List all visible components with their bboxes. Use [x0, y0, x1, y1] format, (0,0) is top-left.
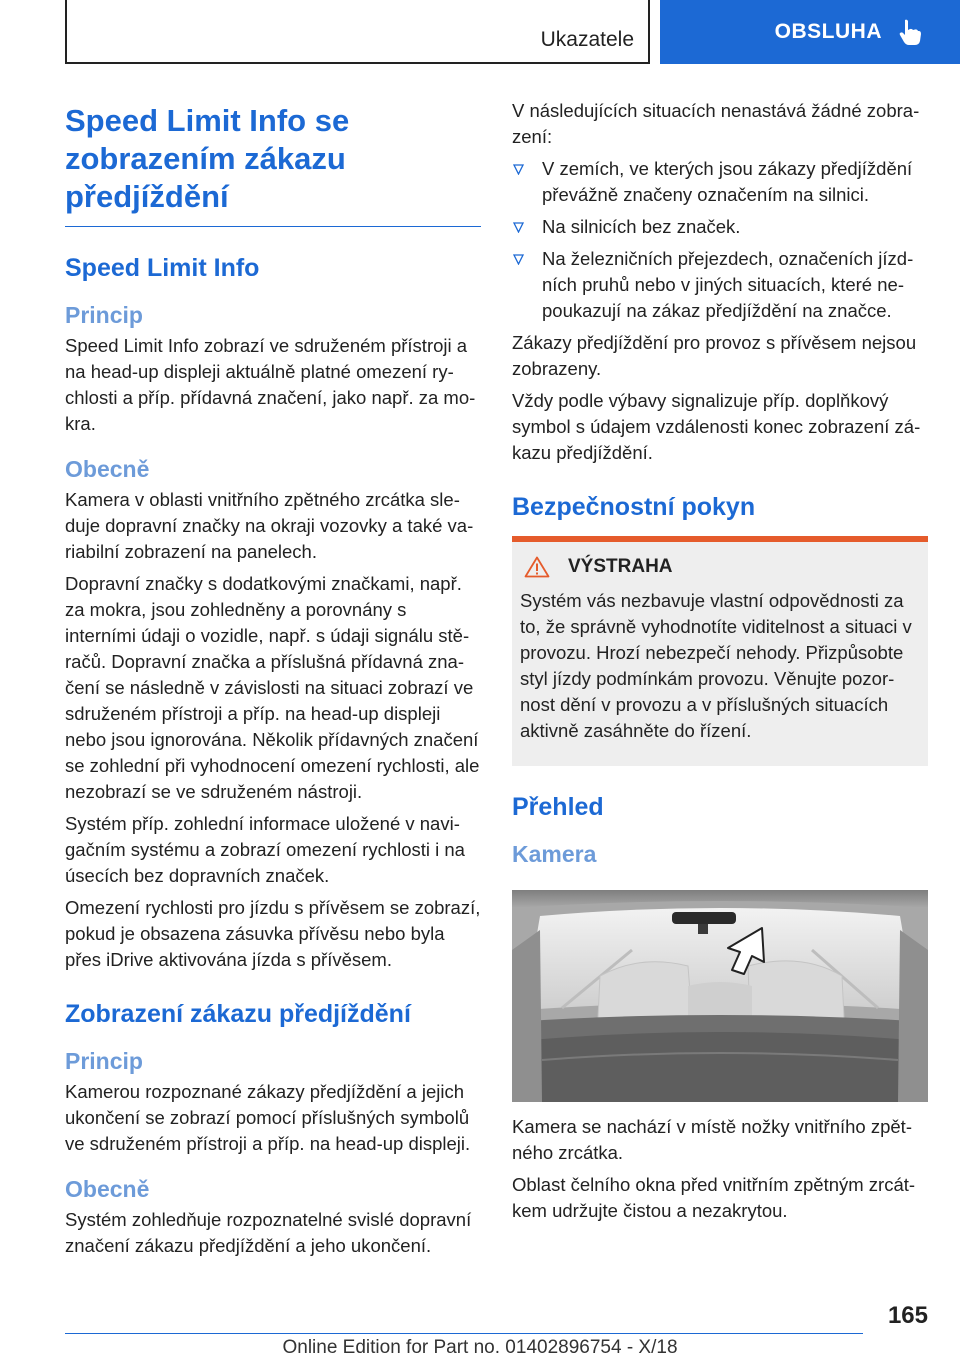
heading-overview: Přehled [512, 793, 604, 821]
list-item [512, 214, 928, 240]
pointing-hand-icon [898, 18, 922, 46]
list-item-text: V zemích, ve kterých jsou zákazy předjíždění převážně značeny označením na silnici. [542, 158, 913, 205]
header-frame [65, 0, 650, 64]
triangle-bullet-icon [513, 254, 524, 265]
paragraph-obecne-4: Omezení rychlosti pro jízdu s přívěsem se zobrazí, pokud je obsazena zásuvka přívěsu nebo byla přes iDrive aktivována jízda s přívěsem. [65, 897, 481, 970]
left-column [65, 98, 481, 1259]
paragraph-trailer: Zákazy předjíždění pro provoz s přívěsem nejsou zobrazeny. [512, 332, 917, 379]
paragraph-no-display-intro: V následujících situacích nenastává žádné zobrazení: [512, 100, 920, 147]
paragraph-princip: Speed Limit Info zobrazí ve sdruženém přístroji a na head-up displeji aktuálně platné omezení rychlosti a příp. přídavná značení, jako např. za mokra. [65, 335, 476, 434]
heading-zakaz-predjizdeni: Zobrazení zákazu předjíždění [65, 1000, 411, 1028]
paragraph-obecne-1: Kamera v oblasti vnitřního zpětného zrcátka sleduje dopravní značky na okraji vozovky a také variabilní zobrazení na panelech. [65, 489, 474, 562]
list-item [512, 246, 928, 324]
subheading-princip: Princip [65, 302, 143, 328]
heading-safety-note: Bezpečnostní pokyn [512, 493, 756, 521]
footer-divider [65, 1333, 863, 1334]
paragraph-obecne-3: Systém příp. zohlední informace uložené v navigačním systému a zobrazí omezení rychlosti i na úsecích bez dopravních značek. [65, 813, 465, 886]
subheading-princip-2: Princip [65, 1048, 143, 1074]
chapter-title: Speed Limit Info se zobrazením zákazu předjíždění [65, 103, 350, 214]
subheading-obecne: Obecně [65, 456, 150, 482]
header-tab-obsluha [660, 0, 960, 64]
list-item-text: Na železničních přejezdech, označeních jízdních pruhů nebo v jiných situacích, které nepoukazují na zákaz předjíždění na značce. [542, 248, 914, 321]
page-number: 165 [887, 1302, 928, 1329]
paragraph-camera-clean: Oblast čelního okna před vnitřním zpětným zrcátkem udržujte čistou a nezakrytou. [512, 1174, 916, 1221]
warning-text: Systém vás nezbavuje vlastní odpovědnosti za to, že správně vyhodnotíte viditelnost a situaci v provozu. Hrozí nebezpečí nehody. Přizpůsobte styl jízdy podmínkám provozu. Věnujte pozornost dění v provozu a v příslušných situacích aktivně zasáhněte do řízení. [520, 590, 912, 741]
subheading-camera: Kamera [512, 841, 597, 867]
warning-title: VÝSTRAHA [568, 556, 673, 577]
triangle-bullet-icon [513, 222, 524, 233]
triangle-bullet-icon [513, 164, 524, 175]
header-section-label: Ukazatele [540, 28, 634, 51]
title-divider [65, 226, 481, 227]
paragraph-obecne-2-text: Systém zohledňuje rozpoznatelné svislé dopravní značení zákazu předjíždění a jeho ukončení. [65, 1209, 472, 1256]
paragraph-symbol: Vždy podle výbavy signalizuje příp. doplňkový symbol s údajem vzdálenosti konec zobrazení zákazu předjíždění. [512, 390, 921, 463]
header-tab-label: OBSLUHA [774, 20, 882, 43]
paragraph-obecne-2: Dopravní značky s dodatkovými značkami, např. za mokra, jsou zohledněny a porovnány s interními údaji o vozidle, např. s údaji signálu stěračů. Dopravní značka a příslušná přídavná značení se následně v závislosti na situaci zobrazí ve sdruženém přístroji a příp. na head-up displeji nebo jsou ignorována. Několik přídavných značení se zohlední při vyhodnocení omezení rychlosti, ale nezobrazí se ve sdruženém nástroji. [65, 573, 480, 802]
list-item [512, 156, 928, 208]
heading-speed-limit-info: Speed Limit Info [65, 254, 260, 282]
warning-header [520, 554, 920, 580]
warning-triangle-icon [524, 556, 550, 578]
no-display-list [512, 156, 928, 324]
subheading-obecne-2: Obecně [65, 1176, 150, 1202]
right-column [512, 98, 928, 1224]
list-item-text: Na silnicích bez značek. [542, 216, 741, 237]
paragraph-princip-2: Kamerou rozpoznané zákazy předjíždění a jejich ukončení se zobrazí pomocí příslušných symbolů ve sdruženém přístroji a příp. na head-up displeji. [65, 1081, 471, 1154]
car-interior-camera-photo [512, 890, 928, 1102]
paragraph-camera-location: Kamera se nachází v místě nožky vnitřního zpětného zrcátka. [512, 1116, 912, 1163]
warning-box [512, 542, 928, 766]
footer-edition: Online Edition for Part no. 01402896754 - X/18 [282, 1337, 678, 1358]
